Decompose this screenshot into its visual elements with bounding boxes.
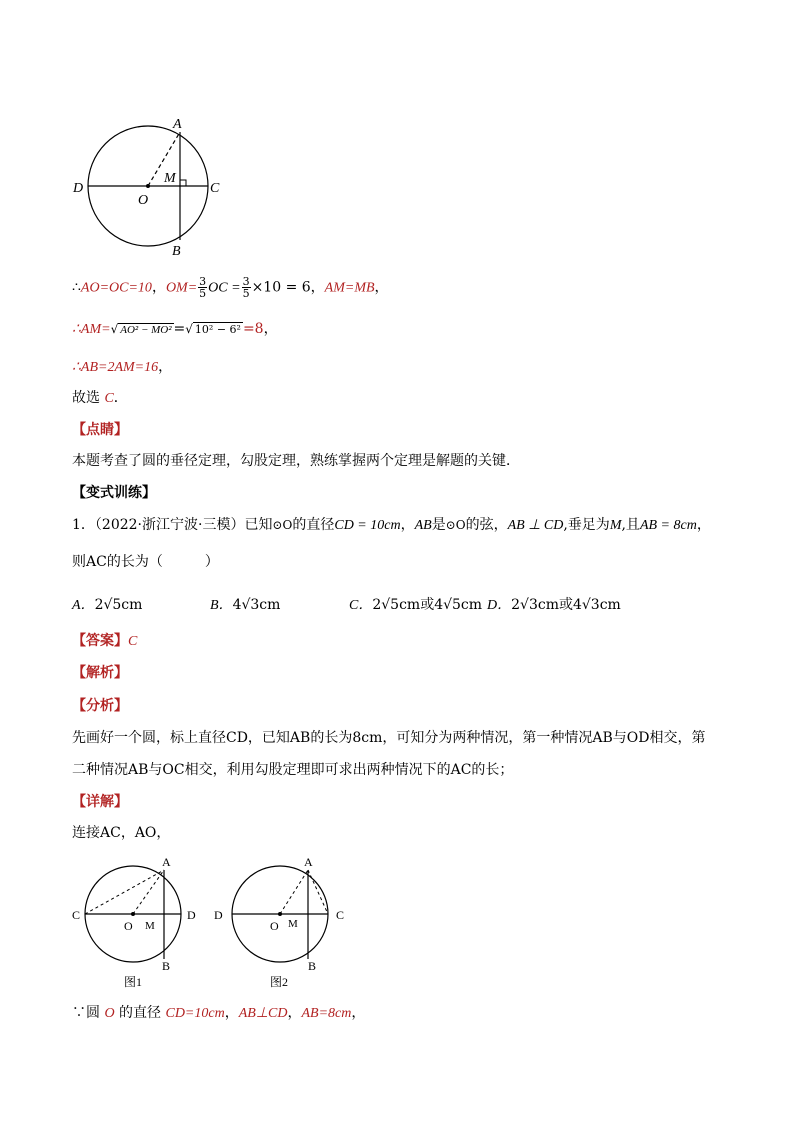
fenxi-heading: 【分析】	[72, 698, 128, 714]
solution-line-3: ∴AB=2AM=16，	[72, 359, 173, 375]
figure-2	[210, 852, 356, 992]
last-line: ∵圆 O 的直径 CD=10cm，AB⊥CD，AB=8cm，	[72, 1005, 366, 1021]
fenxi-line-2: 二种情况AB与OC相交，利用勾股定理即可求出两种情况下的AC的长；	[72, 762, 514, 778]
variant-question-line-1: 1．（2022·浙江宁波·三模）已知⊙O的直径CD = 10cm，AB是⊙O的弦，AB ⊥ CD,垂足为M,且AB = 8cm，	[72, 517, 711, 533]
fig2-label-d: D	[214, 908, 223, 922]
dianjing-body: 本题考查了圆的垂径定理，勾股定理，熟练掌握两个定理是解题的关键．	[72, 453, 520, 469]
option-c: C．2√5cm或4√5cm	[349, 597, 483, 613]
variant-heading: 【变式训练】	[72, 485, 156, 501]
fig2-label-m: M	[288, 918, 298, 930]
fraction-3-5: $\frac{3}{5}$	[199, 275, 207, 300]
label-o: O	[138, 193, 149, 208]
solution-line-2: ∴AM=√ AO² − MO² =√ 10² − 6² =8，	[72, 321, 278, 337]
fig1-label-m: M	[145, 920, 155, 932]
label-b: B	[172, 244, 181, 259]
xiangjie-heading: 【详解】	[72, 794, 128, 810]
fraction-3-5-b: $\frac{3}{5}$	[242, 275, 250, 300]
option-a: A．2√5cm	[72, 597, 143, 613]
option-b: B．4√3cm	[210, 597, 281, 613]
fig1-label-c: C	[72, 908, 81, 922]
option-d: D．2√3cm或4√3cm	[487, 597, 621, 613]
fig2-label-a: A	[304, 855, 313, 869]
answer-line: 【答案】C	[72, 633, 138, 649]
label-m: M	[164, 171, 176, 186]
top-circle-figure	[68, 112, 238, 262]
fig1-label-o: O	[124, 919, 133, 933]
variant-question-line-2: 则AC的长为（ ）	[72, 554, 219, 570]
fig1-label-d: D	[187, 908, 196, 922]
label-c: C	[210, 181, 220, 196]
xiangjie-line-1: 连接AC，AO，	[72, 825, 171, 841]
fig1-label-b: B	[162, 959, 171, 973]
fig2-caption: 图2	[270, 975, 289, 989]
dianjing-heading: 【点睛】	[72, 422, 128, 438]
figure-1	[66, 852, 212, 992]
label-a: A	[173, 117, 182, 132]
fig2-label-b: B	[308, 959, 317, 973]
jiexi-heading: 【解析】	[72, 665, 128, 681]
solution-line-1: ∴AO=OC=10，OM= $\frac{3}{5}$ OC = $\frac{3}{5}$ ×10 = 6，AM=MB，	[72, 275, 389, 300]
fig2-label-o: O	[270, 919, 279, 933]
fenxi-line-1: 先画好一个圆，标上直径CD，已知AB的长为8cm，可知分为两种情况，第一种情况AB与OD相交，第	[72, 730, 706, 746]
fig1-caption: 图1	[124, 975, 143, 989]
label-d: D	[73, 181, 84, 196]
fig1-label-a: A	[162, 855, 171, 869]
solution-line-4: 故选 C．	[72, 390, 128, 406]
fig2-label-c: C	[336, 908, 345, 922]
